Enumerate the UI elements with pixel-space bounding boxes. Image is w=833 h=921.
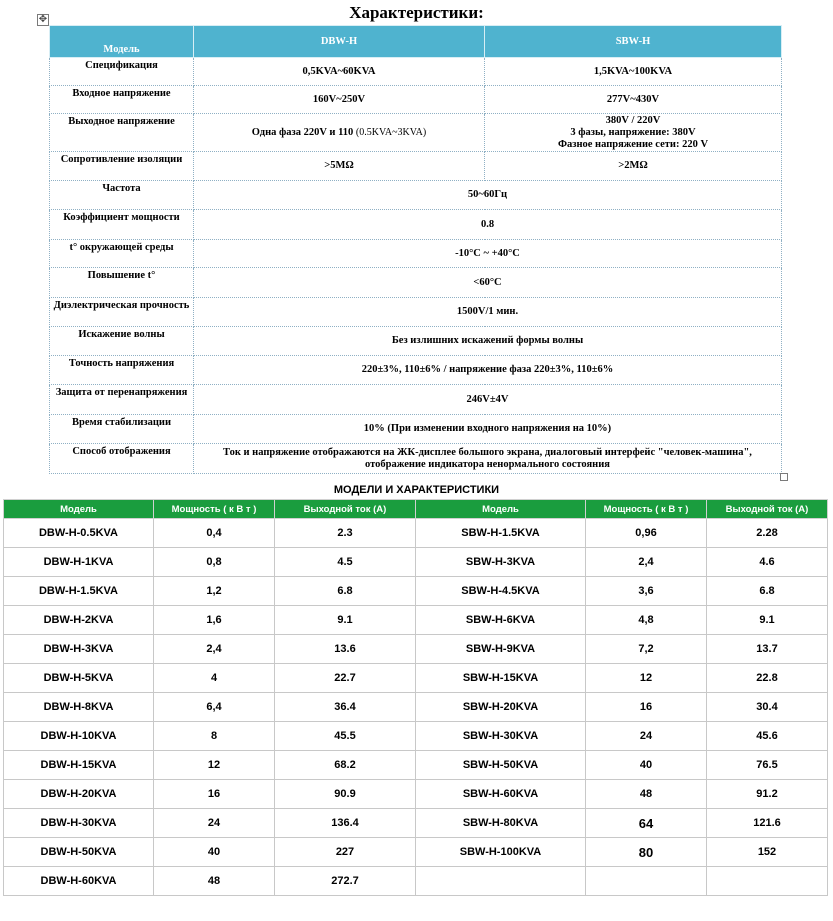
table-cell: 2,4 [586,548,707,577]
table-cell [416,867,586,896]
table-cell: 16 [586,693,707,722]
spec-row [50,210,782,240]
table-cell: 8 [154,722,275,751]
table-cell: 136.4 [275,809,416,838]
table-cell: DBW-H-3KVA [4,635,154,664]
table-cell: 121.6 [707,809,828,838]
table-cell: 4.6 [707,548,828,577]
column-header: Мощность ( к В т ) [586,500,707,519]
spec-value: 1500V/1 мин. [194,298,782,327]
table-move-handle-icon[interactable]: ✥ [38,14,48,25]
spec-label: Искажение волны [50,327,194,356]
spec-header-sbw: SBW-H [485,26,782,58]
table-cell: 22.8 [707,664,828,693]
table-row [4,548,828,577]
table-cell: 0,4 [154,519,275,548]
spec-row [50,415,782,444]
table-cell [586,867,707,896]
spec-value-note: (0.5KVA~3KVA) [355,126,427,138]
table-cell: SBW-H-60KVA [416,780,586,809]
table-cell: 48 [586,780,707,809]
table-cell: 4.5 [275,548,416,577]
table-cell: SBW-H-6KVA [416,606,586,635]
table-row [4,606,828,635]
spec-label: Сопротивление изоляции [50,152,194,181]
table-cell: 13.7 [707,635,828,664]
spec-value: 10% (При изменении входного напряжения на 10%) [194,415,782,444]
table-cell: SBW-H-4.5KVA [416,577,586,606]
table-cell: 227 [275,838,416,867]
table-cell: 6.8 [275,577,416,606]
table-cell: DBW-H-20KVA [4,780,154,809]
spec-row [50,240,782,268]
spec-row [50,385,782,415]
spec-value: 220±3%, 110±6% / напряжение фаза 220±3%, 110±6% [194,356,782,385]
spec-label: Время стабилизации [50,415,194,444]
table-cell: DBW-H-15KVA [4,751,154,780]
table-cell: 2.28 [707,519,828,548]
table-cell: 12 [586,664,707,693]
spec-label: Частота [50,181,194,210]
column-header: Выходной ток (A) [707,500,828,519]
table-cell: SBW-H-1.5KVA [416,519,586,548]
spec-value: >2MΩ [485,152,782,181]
spec-row [50,86,782,114]
spec-value-main: Одна фаза 220V и 110 [251,126,354,138]
table-cell: DBW-H-1.5KVA [4,577,154,606]
table-cell: 1,2 [154,577,275,606]
spec-row [50,268,782,298]
table-cell: SBW-H-3KVA [416,548,586,577]
table-cell: 64 [586,809,707,838]
table-cell: 80 [586,838,707,867]
table-row [4,809,828,838]
table-cell: DBW-H-0.5KVA [4,519,154,548]
spec-header-row [50,26,782,58]
table-cell: 40 [586,751,707,780]
spec-value-line: 380V / 220V [605,114,661,126]
table-cell: 90.9 [275,780,416,809]
table-cell: SBW-H-100KVA [416,838,586,867]
table-cell: 152 [707,838,828,867]
spec-row [50,444,782,474]
table-cell: 91.2 [707,780,828,809]
spec-row [50,356,782,385]
spec-row [50,58,782,86]
spec-value: 0.8 [194,210,782,240]
table-row [4,722,828,751]
table-cell: DBW-H-60KVA [4,867,154,896]
spec-label: t° окружающей среды [50,240,194,268]
table-cell: 12 [154,751,275,780]
table-cell: SBW-H-9KVA [416,635,586,664]
table-cell: 4 [154,664,275,693]
spec-value: 160V~250V [194,86,485,114]
spec-value-line: Фазное напряжение сети: 220 V [557,138,709,150]
column-header: Мощность ( к В т ) [154,500,275,519]
table-cell: 36.4 [275,693,416,722]
spec-row [50,298,782,327]
table-cell: SBW-H-80KVA [416,809,586,838]
table-cell: 76.5 [707,751,828,780]
spec-value: <60°C [194,268,782,298]
models-header-row [4,500,828,519]
table-cell: 30.4 [707,693,828,722]
spec-value: -10°C ~ +40°C [194,240,782,268]
table-row [4,693,828,722]
spec-value: 1,5KVA~100KVA [485,58,782,86]
table-row [4,577,828,606]
table-cell: 9.1 [707,606,828,635]
spec-row [50,181,782,210]
table-cell: DBW-H-10KVA [4,722,154,751]
table-cell: 24 [586,722,707,751]
table-cell: 13.6 [275,635,416,664]
table-cell: DBW-H-1KVA [4,548,154,577]
spec-row [50,327,782,356]
table-cell: DBW-H-30KVA [4,809,154,838]
table-cell: SBW-H-30KVA [416,722,586,751]
spec-value: 0,5KVA~60KVA [194,58,485,86]
table-row [4,519,828,548]
table-cell: DBW-H-8KVA [4,693,154,722]
spec-label: Входное напряжение [50,86,194,114]
table-cell: 9.1 [275,606,416,635]
spec-row [50,114,782,152]
table-cell: SBW-H-50KVA [416,751,586,780]
table-row [4,635,828,664]
spec-value [485,114,782,152]
spec-label: Коэффициент мощности [50,210,194,240]
table-cell: DBW-H-50KVA [4,838,154,867]
table-cell: 3,6 [586,577,707,606]
spec-value-line: 3 фазы, напряжение: 380V [570,126,696,138]
table-row [4,664,828,693]
table-cell: 40 [154,838,275,867]
spec-header-dbw: DBW-H [194,26,485,58]
spec-value: Без излишних искажений формы волны [194,327,782,356]
spec-value: Ток и напряжение отображаются на ЖК-дисплее большого экрана, диалоговый интерфейс "человек-машина", отображение индикатора ненормального состояния [194,444,782,474]
table-row [4,780,828,809]
models-title: МОДЕЛИ И ХАРАКТЕРИСТИКИ [333,484,500,496]
table-cell: 2.3 [275,519,416,548]
table-cell: 45.6 [707,722,828,751]
table-cell [707,867,828,896]
column-header: Выходной ток (A) [275,500,416,519]
spec-row [50,152,782,181]
table-cell: 1,6 [154,606,275,635]
table-cell: 7,2 [586,635,707,664]
spec-value: 50~60Гц [194,181,782,210]
spec-label: Спецификация [50,58,194,86]
table-cell: 68.2 [275,751,416,780]
spec-label: Способ отображения [50,444,194,474]
table-row [4,838,828,867]
table-row [4,751,828,780]
table-cell: 45.5 [275,722,416,751]
spec-label: Диэлектрическая прочность [50,298,194,327]
table-cell: 48 [154,867,275,896]
table-resize-handle-icon[interactable] [780,473,788,481]
table-cell: DBW-H-2KVA [4,606,154,635]
table-cell: SBW-H-15KVA [416,664,586,693]
table-cell: 6.8 [707,577,828,606]
table-cell: 6,4 [154,693,275,722]
table-cell: SBW-H-20KVA [416,693,586,722]
spec-value: >5MΩ [194,152,485,181]
spec-label: Защита от перенапряжения [50,385,194,415]
spec-value: 277V~430V [485,86,782,114]
spec-value [194,114,485,152]
table-cell: 0,96 [586,519,707,548]
page-title: Характеристики: [349,3,484,22]
spec-table [49,25,782,474]
table-cell: 4,8 [586,606,707,635]
table-cell: 0,8 [154,548,275,577]
table-row [4,867,828,896]
spec-label: Выходное напряжение [50,114,194,152]
spec-label: Повышение t° [50,268,194,298]
spec-value: 246V±4V [194,385,782,415]
column-header: Модель [416,500,586,519]
table-cell: 24 [154,809,275,838]
spec-label: Точность напряжения [50,356,194,385]
table-cell: 16 [154,780,275,809]
column-header: Модель [4,500,154,519]
table-cell: 2,4 [154,635,275,664]
table-cell: 22.7 [275,664,416,693]
table-cell: 272.7 [275,867,416,896]
models-table [3,499,828,896]
models-body [4,519,828,896]
spec-header-label: Модель [50,26,194,58]
table-cell: DBW-H-5KVA [4,664,154,693]
